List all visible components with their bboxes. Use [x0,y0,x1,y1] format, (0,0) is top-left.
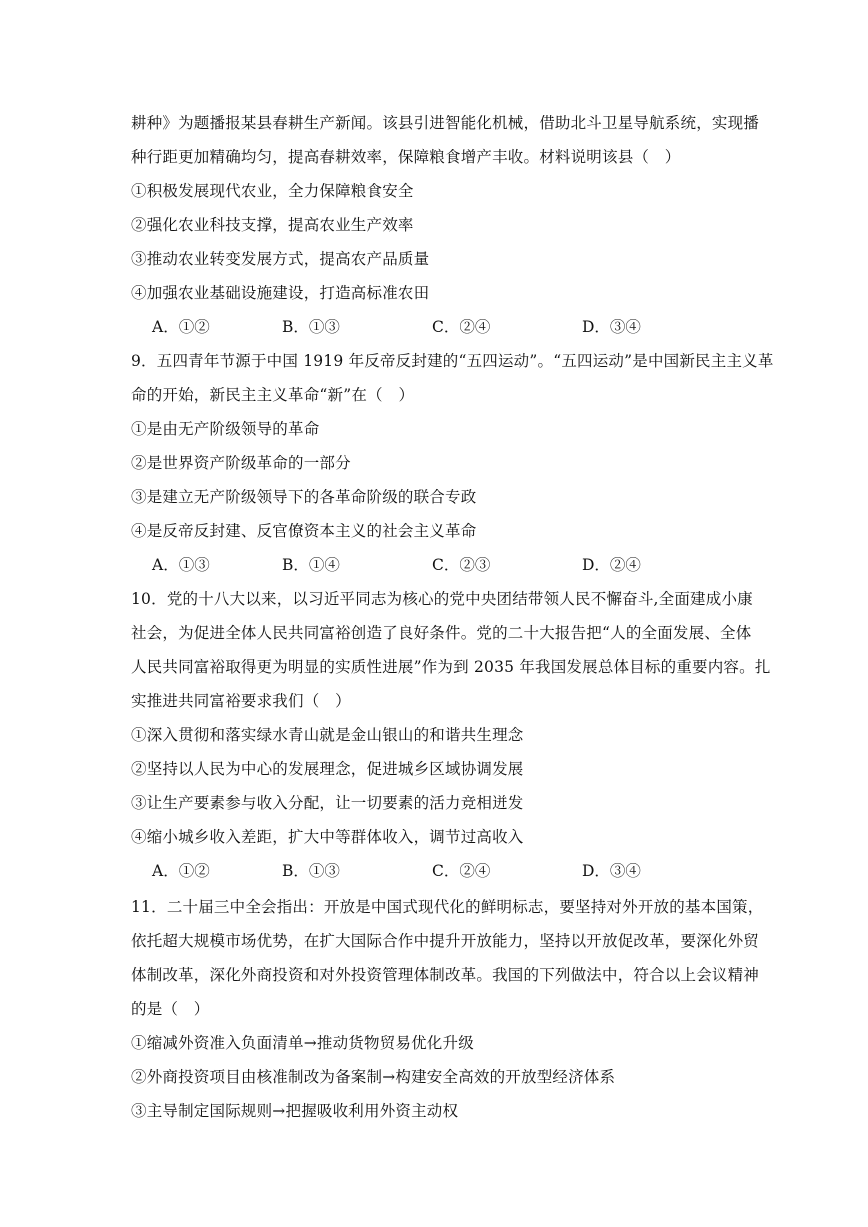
q8-option-3: ③推动农业转变发展方式，提高农产品质量 [131,250,430,268]
q8-option-1: ①积极发展现代农业，全力保障粮食安全 [131,182,414,200]
q9-option-1: ①是由无产阶级领导的革命 [131,420,320,438]
q9-choice-d: D．②④ [582,556,641,574]
q8-choice-a: A．①② [152,318,210,336]
q11-stem-line-2: 依托超大规模市场优势，在扩大国际合作中提升开放能力，坚持以开放促改革，要深化外贸 [131,932,760,950]
q10-choices [152,861,712,881]
q8-choice-d: D．③④ [582,318,641,336]
q11-stem-line-1: 11．二十届三中全会指出：开放是中国式现代化的鲜明标志，要坚持对外开放的基本国策， [131,898,764,916]
q9-choice-a: A．①③ [152,556,210,574]
q8-choice-b: B．①③ [282,318,340,336]
q10-choice-d: D．③④ [582,862,641,880]
q10-option-1: ①深入贯彻和落实绿水青山就是金山银山的和谐共生理念 [131,726,524,744]
q11-stem-line-4: 的是（ ） [131,1000,210,1018]
q9-option-4: ④是反帝反封建、反官僚资本主义的社会主义革命 [131,522,477,540]
q8-option-4: ④加强农业基础设施建设，打造高标准农田 [131,284,430,302]
q11-option-2: ②外商投资项目由核准制改为备案制→构建安全高效的开放型经济体系 [131,1068,616,1086]
q10-choice-b: B．①③ [282,862,340,880]
q9-choice-c: C．②③ [432,556,491,574]
q8-choices [152,317,712,337]
q10-option-3: ③让生产要素参与收入分配，让一切要素的活力竞相迸发 [131,794,524,812]
q10-option-4: ④缩小城乡收入差距，扩大中等群体收入，调节过高收入 [131,828,524,846]
q10-stem-line-3: 人民共同富裕取得更为明显的实质性进展”作为到 2035 年我国发展总体目标的重要内容。扎 [131,658,771,676]
q8-option-2: ②强化农业科技支撑，提高农业生产效率 [131,216,414,234]
q10-choice-c: C．②④ [432,862,491,880]
q8-stem-line-2: 种行距更加精确均匀，提高春耕效率，保障粮食增产丰收。材料说明该县（ ） [131,148,681,166]
q8-choice-c: C．②④ [432,318,491,336]
q9-stem-line-1: 9．五四青年节源于中国 1919 年反帝反封建的“五四运动”。“五四运动”是中国新民主主义革 [131,352,774,370]
q9-stem-line-2: 命的开始，新民主主义革命“新”在（ ） [131,386,415,404]
q10-choice-a: A．①② [152,862,210,880]
q9-option-3: ③是建立无产阶级领导下的各革命阶级的联合专政 [131,488,477,506]
q9-choices [152,555,712,575]
q9-option-2: ②是世界资产阶级革命的一部分 [131,454,351,472]
q9-choice-b: B．①④ [282,556,340,574]
q10-stem-line-4: 实推进共同富裕要求我们（ ） [131,692,351,710]
q11-option-3: ③主导制定国际规则→把握吸收利用外资主动权 [131,1102,459,1120]
q11-stem-line-3: 体制改革，深化外商投资和对外投资管理体制改革。我国的下列做法中，符合以上会议精神 [131,966,760,984]
q8-stem-line-1: 耕种》为题播报某县春耕生产新闻。该县引进智能化机械，借助北斗卫星导航系统，实现播 [131,114,760,132]
q10-stem-line-1: 10．党的十八大以来，以习近平同志为核心的党中央团结带领人民不懈奋斗,全面建成小康 [131,590,753,608]
q11-option-1: ①缩减外资准入负面清单→推动货物贸易优化升级 [131,1034,474,1052]
q10-option-2: ②坚持以人民为中心的发展理念，促进城乡区域协调发展 [131,760,524,778]
q10-stem-line-2: 社会，为促进全体人民共同富裕创造了良好条件。党的二十大报告把“人的全面发展、全体 [131,624,752,642]
